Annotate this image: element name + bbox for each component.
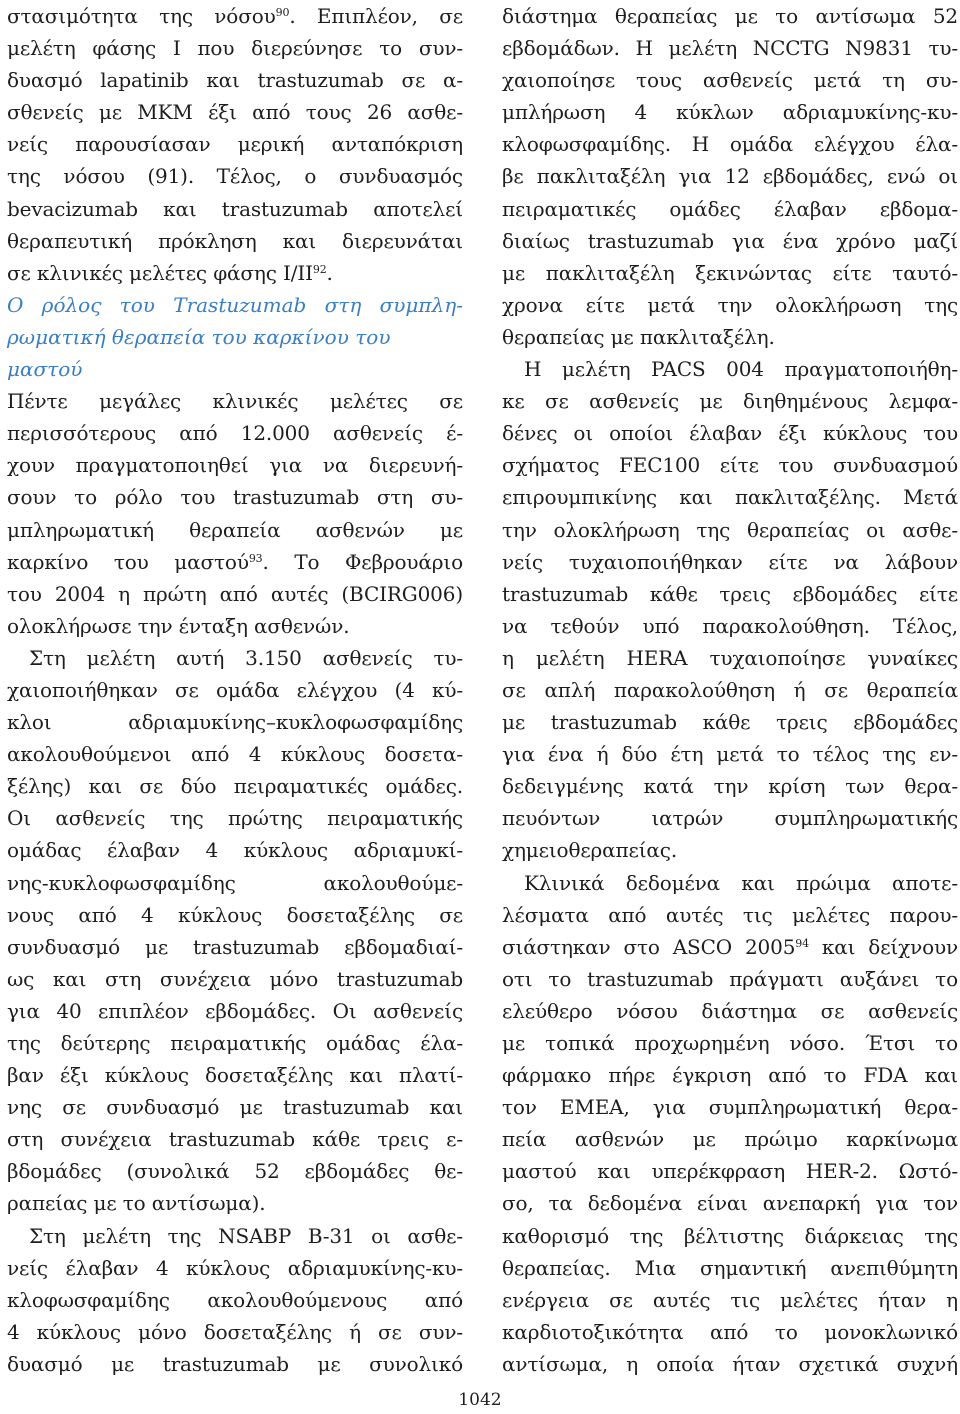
text-segment: θεραπευτική πρόκληση και διερευνάται: [7, 228, 463, 253]
text-line: [502, 225, 958, 257]
text-line: [7, 770, 463, 802]
text-line: [7, 1284, 463, 1316]
text-line: [502, 578, 958, 610]
text-segment: με τοπικά προχωρημένη νόσο. Έτσι το: [502, 1031, 958, 1055]
text-line: [502, 0, 958, 32]
text-segment: λέσματα από αυτές τις μελέτες παρου-: [502, 902, 958, 927]
text-line: [502, 1027, 958, 1059]
text-line: [502, 834, 958, 866]
text-line: [7, 802, 463, 834]
text-segment: καρκίνο του μαστού: [7, 549, 249, 574]
text-line: [502, 481, 958, 513]
text-line: [7, 417, 463, 449]
text-segment: καθορισμό της βέλτιστης διάρκειας της: [502, 1223, 958, 1248]
text-line: [502, 64, 958, 96]
text-segment: πεία ασθενών με πρώιμο καρκίνωμα: [502, 1127, 958, 1152]
text-segment: διάστημα θεραπείας με το αντίσωμα 52: [502, 4, 958, 28]
text-line: [7, 32, 463, 64]
text-segment: η μελέτη HERA τυχαιοποίησε γυναίκες: [502, 645, 958, 670]
text-line: [7, 385, 463, 417]
text-line: [7, 481, 463, 513]
text-segment: στη συνέχεια trastuzumab κάθε τρεις ε-: [7, 1127, 463, 1152]
text-line: [7, 449, 463, 481]
text-segment: να τεθούν υπό παρακολούθηση. Τέλος,: [502, 613, 958, 638]
reference-superscript: 94: [795, 936, 809, 950]
text-segment: σε κλινικές μελέτες φάσης Ι/ΙΙ: [7, 260, 313, 285]
text-segment: για ένα ή δύο έτη μετά το τέλος της εν-: [502, 742, 958, 767]
text-segment: επιρουμπικίνης και πακλιταξέλης. Μετά: [502, 485, 958, 510]
text-segment: νείς έλαβαν 4 κύκλους αδριαμυκίνης-κυ-: [7, 1255, 463, 1280]
text-segment: θεραπείας. Μια σημαντική ανεπιθύμητη: [502, 1255, 958, 1280]
text-line: [502, 257, 958, 289]
text-segment: Στη μελέτη αυτή 3.150 ασθενείς τυ-: [29, 645, 463, 670]
text-line: [502, 1123, 958, 1155]
text-line: [502, 449, 958, 481]
text-segment: ρωματική θεραπεία του καρκίνου του: [7, 324, 391, 349]
text-segment: δένες οι οποίοι έλαβαν έξι κύκλους του: [502, 421, 958, 446]
page-number: 1042: [458, 1390, 502, 1410]
text-segment: σε απλή παρακολούθηση ή σε θεραπεία: [502, 677, 958, 702]
text-line: [502, 514, 958, 546]
text-segment: ελεύθερο νόσου διάστημα σε ασθενείς: [502, 998, 958, 1023]
text-line: [502, 32, 958, 64]
text-segment: χαιοποίησε τους ασθενείς μετά τη συ-: [502, 68, 958, 93]
text-segment: νους από 4 κύκλους δοσεταξέλης σε: [7, 902, 463, 927]
text-line: [7, 546, 463, 578]
text-line: [502, 193, 958, 225]
text-segment: της νόσου (91). Τέλος, ο συνδυασμός: [7, 164, 463, 189]
text-segment: σουν το ρόλο του trastuzumab στη συ-: [7, 485, 463, 510]
text-line: [502, 96, 958, 128]
text-segment: με trastuzumab κάθε τρεις εβδομάδες: [502, 710, 958, 735]
text-segment: μαστού: [7, 357, 83, 382]
text-line: [502, 770, 958, 802]
text-segment: κλοφωσφαμίδης ακολουθούμενους από: [7, 1287, 463, 1312]
text-line: [502, 1059, 958, 1091]
reference-superscript: 93: [248, 551, 263, 565]
text-segment: δυασμό με trastuzumab με συνολικό: [7, 1351, 463, 1376]
text-segment: trastuzumab κάθε τρεις εβδομάδες είτε: [502, 581, 958, 606]
text-line: [502, 289, 958, 321]
text-segment: δεδειγμένης κατά την κρίση των θερα-: [502, 774, 958, 799]
text-line: [502, 1252, 958, 1284]
text-line: [502, 963, 958, 995]
text-segment: χουν πραγματοποιηθεί για να διερευνή-: [7, 453, 463, 478]
text-line: [502, 417, 958, 449]
text-segment: Οι ασθενείς της πρώτης πειραματικής: [7, 806, 463, 831]
text-segment: χρονα είτε μετά την ολοκλήρωση της: [502, 292, 958, 317]
text-segment: κλοι αδριαμυκίνης–κυκλοφωσφαμίδης: [7, 710, 463, 735]
text-segment: θεραπείας με πακλιταξέλη.: [502, 324, 775, 349]
text-line: [502, 610, 958, 642]
text-line: [502, 321, 958, 353]
text-line: [7, 1220, 463, 1252]
text-line: [502, 1155, 958, 1187]
text-line: [502, 738, 958, 770]
text-segment: πευόντων ιατρών συμπληρωματικής: [502, 806, 958, 831]
text-line: [7, 1091, 463, 1123]
text-segment: για 40 επιπλέον εβδομάδες. Οι ασθενείς: [7, 998, 463, 1023]
text-line: [502, 931, 958, 963]
text-segment: σο, τα δεδομένα είναι ανεπαρκή για τον: [502, 1191, 958, 1216]
text-segment: δυασμό lapatinib και trastuzumab σε α-: [7, 68, 463, 93]
text-segment: κλοφωσφαμίδης. Η ομάδα ελέγχου έλα-: [502, 132, 958, 157]
text-segment: νης σε συνδυασμό με trastuzumab και: [7, 1095, 463, 1120]
text-segment: με πακλιταξέλη ξεκινώντας είτε ταυτό-: [502, 260, 958, 285]
left-column: [7, 0, 463, 1380]
text-line: [7, 225, 463, 257]
text-segment: οτι το trastuzumab πράγματι αυξάνει το: [502, 966, 958, 991]
text-segment: διαίως trastuzumab για ένα χρόνο μαζί: [502, 228, 958, 253]
text-line: [7, 738, 463, 770]
text-segment: του 2004 η πρώτη από αυτές (BCIRG006): [7, 581, 463, 606]
text-line: [502, 128, 958, 160]
text-segment: μαστού και υπερέκφραση HER-2. Ωστό-: [502, 1159, 958, 1184]
text-line: [7, 514, 463, 546]
text-segment: βε πακλιταξέλη για 12 εβδομάδες, ενώ οι: [502, 164, 958, 189]
right-column: [502, 0, 958, 1380]
text-segment: Πέντε μεγάλες κλινικές μελέτες σε: [7, 389, 463, 414]
text-segment: νης-κυκλοφωσφαμίδης ακολουθούμε-: [7, 870, 463, 895]
text-segment: μπληρωματική θεραπεία ασθενών με: [7, 517, 463, 542]
reference-superscript: 90: [275, 6, 290, 19]
text-segment: εβδομάδων. Η μελέτη NCCTG N9831 τυ-: [502, 36, 958, 61]
text-line: [502, 1316, 958, 1348]
text-segment: μπλήρωση 4 κύκλων αδριαμυκίνης-κυ-: [502, 100, 958, 125]
text-segment: ακολουθούμενοι από 4 κύκλους δοσετα-: [7, 742, 463, 767]
text-line: [7, 834, 463, 866]
text-line: [502, 546, 958, 578]
text-line: [7, 1187, 463, 1219]
text-line: [7, 578, 463, 610]
text-segment: στασιμότητα της νόσου: [7, 4, 276, 28]
text-segment: σχήματος FEC100 είτε του συνδυασμού: [502, 453, 958, 478]
text-line: [7, 963, 463, 995]
text-line: [502, 995, 958, 1027]
text-segment: βδομάδες (συνολικά 52 εβδομάδες θε-: [7, 1159, 463, 1184]
text-segment: Ο ρόλος του Trastuzumab στη συμπλη-: [7, 292, 463, 317]
text-segment: . Επιπλέον, σε: [289, 4, 463, 28]
text-line: [7, 1155, 463, 1187]
text-segment: ως και στη συνέχεια μόνο trastuzumab: [7, 966, 463, 991]
text-line: [7, 1348, 463, 1380]
text-segment: ομάδας έλαβαν 4 κύκλους αδριαμυκί-: [7, 838, 463, 863]
text-line: [7, 0, 463, 32]
text-segment: φάρμακο πήρε έγκριση από το FDA και: [502, 1063, 958, 1088]
text-line: [7, 1252, 463, 1284]
text-line: [502, 867, 958, 899]
text-line: [7, 1059, 463, 1091]
text-line: [502, 1284, 958, 1316]
text-segment: μελέτη φάσης Ι που διερεύνησε το συν-: [7, 36, 463, 61]
text-segment: και δείχνουν: [808, 934, 958, 959]
text-segment: ολοκλήρωσε την ένταξη ασθενών.: [7, 613, 350, 638]
text-segment: κε σε ασθενείς με διηθημένους λεμφα-: [502, 389, 958, 414]
text-line: [502, 1091, 958, 1123]
text-segment: βαν έξι κύκλους δοσεταξέλης και πλατί-: [7, 1063, 463, 1088]
text-segment: της δεύτερης πειραματικής ομάδας έλα-: [7, 1031, 463, 1055]
text-line: [502, 385, 958, 417]
text-line: [502, 1187, 958, 1219]
text-line: [502, 802, 958, 834]
section-heading-line: [7, 289, 463, 321]
text-line: [7, 128, 463, 160]
text-segment: τον ΕΜΕΑ, για συμπληρωματική θερα-: [502, 1095, 958, 1120]
text-segment: αντίσωμα, η οποία ήταν σχετικά συχνή: [502, 1351, 958, 1376]
text-line: [7, 64, 463, 96]
text-line: [7, 257, 463, 289]
text-line: [7, 899, 463, 931]
section-heading-line: [7, 353, 463, 385]
text-segment: πειραματικές ομάδες έλαβαν εβδομα-: [502, 196, 958, 221]
text-line: [502, 706, 958, 738]
text-line: [502, 1348, 958, 1380]
text-line: [7, 706, 463, 738]
text-line: [502, 899, 958, 931]
text-line: [502, 642, 958, 674]
text-segment: bevacizumab και trastuzumab αποτελεί: [7, 196, 463, 221]
text-segment: χαιοποιήθηκαν σε ομάδα ελέγχου (4 κύ-: [7, 677, 463, 702]
text-segment: σθενείς με ΜΚΜ έξι από τους 26 ασθε-: [7, 100, 463, 125]
text-line: [502, 674, 958, 706]
text-segment: Κλινικά δεδομένα και πρώιμα αποτε-: [524, 870, 958, 895]
section-heading-line: [7, 321, 463, 353]
text-line: [7, 867, 463, 899]
text-line: [7, 995, 463, 1027]
text-line: [7, 1027, 463, 1059]
text-line: [502, 353, 958, 385]
text-segment: ξέλης) και σε δύο πειραματικές ομάδες.: [7, 774, 463, 799]
text-segment: περισσότερους από 12.000 ασθενείς έ-: [7, 421, 463, 446]
text-line: [7, 1123, 463, 1155]
text-segment: .: [326, 260, 333, 285]
text-segment: σιάστηκαν στο ASCO 2005: [502, 934, 796, 959]
text-segment: χημειοθεραπείας.: [502, 838, 678, 863]
text-line: [7, 1316, 463, 1348]
text-line: [7, 674, 463, 706]
text-line: [502, 160, 958, 192]
text-segment: συνδυασμό με trastuzumab εβδομαδιαί-: [7, 934, 463, 959]
text-line: [7, 96, 463, 128]
text-line: [7, 610, 463, 642]
text-segment: Η μελέτη PACS 004 πραγματοποιήθη-: [524, 357, 958, 382]
text-line: [7, 193, 463, 225]
reference-superscript: 92: [312, 262, 327, 276]
text-line: [7, 642, 463, 674]
text-line: [7, 160, 463, 192]
text-segment: την ολοκλήρωση της θεραπείας οι ασθε-: [502, 517, 958, 542]
text-segment: Στη μελέτη της NSABP B-31 οι ασθε-: [29, 1223, 463, 1248]
text-segment: . Το Φεβρουάριο: [262, 549, 463, 574]
text-segment: 4 κύκλους μόνο δοσεταξέλης ή σε συν-: [7, 1319, 463, 1344]
text-line: [7, 931, 463, 963]
text-segment: καρδιοτοξικότητα από το μονοκλωνικό: [502, 1319, 958, 1344]
text-segment: νείς παρουσίασαν μερική ανταπόκριση: [7, 132, 463, 157]
text-segment: ενέργεια σε αυτές τις μελέτες ήταν η: [502, 1287, 958, 1312]
text-segment: νείς τυχαιοποιήθηκαν είτε να λάβουν: [502, 549, 958, 574]
text-line: [502, 1220, 958, 1252]
text-segment: ραπείας με το αντίσωμα).: [7, 1191, 266, 1216]
